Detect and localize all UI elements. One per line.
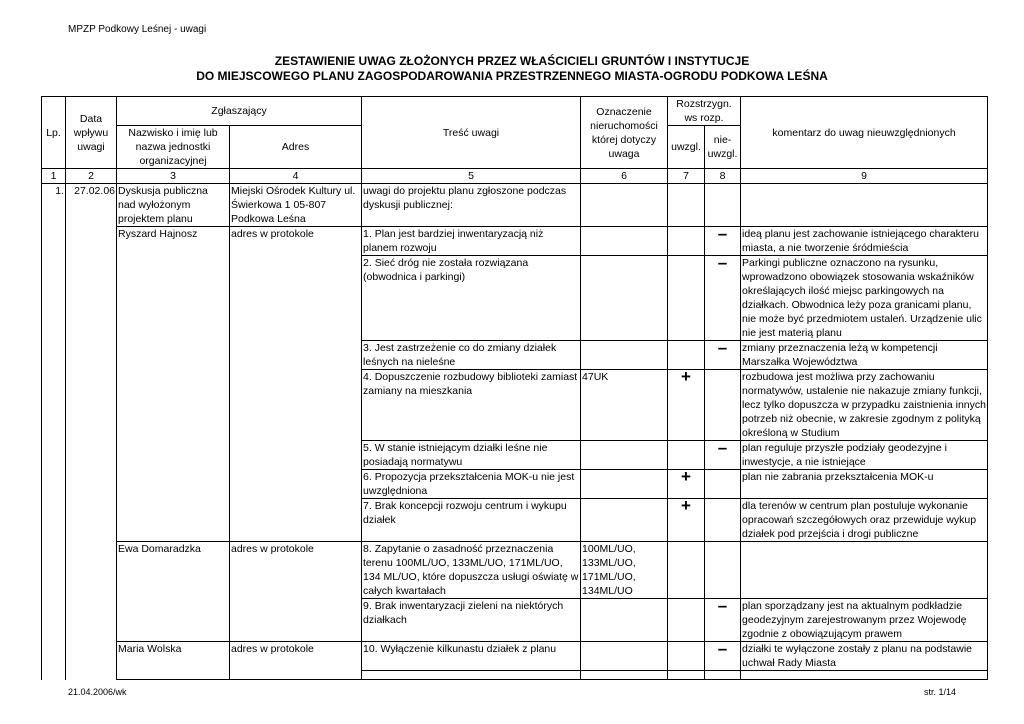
footer-page: str. 1/14 [923, 687, 956, 697]
applicant-address: adres w protokole [230, 542, 362, 599]
rejected-mark: – [705, 441, 741, 470]
col-number: 7 [668, 169, 705, 184]
remark-content: 3. Jest zastrzeżenie co do zmiany działek leśnych na nieleśne [362, 341, 581, 370]
property-ref [581, 599, 668, 642]
applicant-address: adres w protokole [230, 642, 362, 671]
empty-cell [230, 671, 362, 680]
remark-comment: dla terenów w centrum plan postuluje wykonanie opracowań szczegółowych oraz przewiduje wykup działek pod przejścia i drogi publiczne [741, 499, 988, 542]
col-accepted-header: uwzgl. [668, 126, 705, 169]
empty-cell [668, 671, 705, 680]
col-number: 9 [741, 169, 988, 184]
entry-lp: 1. [42, 184, 66, 680]
accepted-mark: + [668, 370, 705, 441]
col-resolution-header: Rozstrzygn. ws rozp. [668, 97, 741, 126]
applicant-name: Ryszard Hajnosz [117, 227, 230, 256]
empty-cell [705, 671, 741, 680]
remark-content: uwagi do projektu planu zgłoszone podczas dyskusji publicznej: [362, 184, 581, 227]
rejected-mark [705, 542, 741, 599]
applicant-address: Miejski Ośrodek Kultury ul. Świerkowa 1 05-807 Podkowa Leśna [230, 184, 362, 227]
empty-cell [581, 671, 668, 680]
accepted-mark [668, 256, 705, 341]
col-name-header: Nazwisko i imię lub nazwa jednostki organizacyjnej [117, 126, 230, 169]
col-number: 6 [581, 169, 668, 184]
applicant-name [117, 370, 230, 441]
rejected-mark [705, 370, 741, 441]
property-ref [581, 184, 668, 227]
remark-content: 2. Sieć dróg nie została rozwiązana (obwodnica i parkingi) [362, 256, 581, 341]
col-lp-header: Lp. [42, 97, 66, 169]
property-ref [581, 256, 668, 341]
applicant-name: Maria Wolska [117, 642, 230, 671]
remark-content: 10. Wyłączenie kilkunastu działek z planu [362, 642, 581, 671]
rejected-mark [705, 184, 741, 227]
col-content-header: Treść uwagi [362, 97, 581, 169]
table-row [42, 256, 988, 341]
applicant-name [117, 499, 230, 542]
col-number: 5 [362, 169, 581, 184]
col-number: 4 [230, 169, 362, 184]
remark-content: 4. Dopuszczenie rozbudowy biblioteki zamiast zamiany na mieszkania [362, 370, 581, 441]
table-row [42, 184, 988, 227]
property-ref: 100ML/UO, 133ML/UO, 171ML/UO, 134ML/UO [581, 542, 668, 599]
applicant-address: adres w protokole [230, 227, 362, 256]
title-line-2: DO MIEJSCOWEGO PLANU ZAGOSPODAROWANIA PRZESTRZENNEGO MIASTA-OGRODU PODKOWA LEŚNA [196, 69, 828, 83]
accepted-mark [668, 341, 705, 370]
applicant-name [117, 341, 230, 370]
rejected-mark: – [705, 256, 741, 341]
remark-comment: ideą planu jest zachowanie istniejącego charakteru miasta, a nie tworzenie śródmieścia [741, 227, 988, 256]
property-ref [581, 227, 668, 256]
applicant-name: Ewa Domaradzka [117, 542, 230, 599]
accepted-mark [668, 184, 705, 227]
remarks-table [41, 96, 988, 680]
footer-date: 21.04.2006/wk [68, 687, 127, 697]
accepted-mark [668, 642, 705, 671]
entry-date: 27.02.06 [66, 184, 117, 680]
rejected-mark: – [705, 642, 741, 671]
accepted-mark: + [668, 470, 705, 499]
applicant-name [117, 256, 230, 341]
property-ref [581, 642, 668, 671]
col-address-header: Adres [230, 126, 362, 169]
col-comment-header: komentarz do uwag nieuwzględnionych [741, 97, 988, 169]
property-ref [581, 499, 668, 542]
table-row [42, 341, 988, 370]
table-row [42, 642, 988, 671]
remark-content: 1. Plan jest bardziej inwentaryzacją niż planem rozwoju [362, 227, 581, 256]
applicant-name [117, 470, 230, 499]
applicant-address [230, 370, 362, 441]
applicant-address [230, 499, 362, 542]
empty-cell [741, 671, 988, 680]
remark-comment: działki te wyłączone zostały z planu na podstawie uchwał Rady Miasta [741, 642, 988, 671]
applicant-address [230, 256, 362, 341]
col-property-header: Oznaczenie nieruchomości której dotyczy uwaga [581, 97, 668, 169]
accepted-mark [668, 227, 705, 256]
col-date-header: Data wpływu uwagi [66, 97, 117, 169]
remark-comment [741, 184, 988, 227]
col-number: 2 [66, 169, 117, 184]
property-ref: 47UK [581, 370, 668, 441]
col-number: 8 [705, 169, 741, 184]
applicant-name: Dyskusja publiczna nad wyłożonym projektem planu [117, 184, 230, 227]
rejected-mark: – [705, 227, 741, 256]
col-number: 3 [117, 169, 230, 184]
rejected-mark: – [705, 599, 741, 642]
table-row [42, 470, 988, 499]
applicant-address [230, 441, 362, 470]
document-header: MPZP Podkowy Leśnej - uwagi [68, 24, 207, 35]
remark-comment: zmiany przeznaczenia leżą w kompetencji Marszałka Województwa [741, 341, 988, 370]
table-row [42, 499, 988, 542]
table-row-continuation [42, 671, 988, 680]
accepted-mark [668, 441, 705, 470]
title-line-1: ZESTAWIENIE UWAG ZŁOŻONYCH PRZEZ WŁAŚCICIELI GRUNTÓW I INSTYTUCJE [274, 54, 750, 68]
table-row [42, 227, 988, 256]
table-row [42, 370, 988, 441]
col-rejected-header: nie-uwzgl. [705, 126, 741, 169]
remark-content: 6. Propozycja przekształcenia MOK-u nie jest uwzględniona [362, 470, 581, 499]
accepted-mark: + [668, 499, 705, 542]
remark-content: 9. Brak inwentaryzacji zieleni na niektórych działkach [362, 599, 581, 642]
applicant-address [230, 470, 362, 499]
remark-comment [741, 542, 988, 599]
table-row [42, 599, 988, 642]
remark-content: 7. Brak koncepcji rozwoju centrum i wykupu działek [362, 499, 581, 542]
applicant-name [117, 441, 230, 470]
applicant-name [117, 599, 230, 642]
empty-cell [117, 671, 230, 680]
remark-comment: plan sporządzany jest na aktualnym podkładzie geodezyjnym zarejestrowanym przez Wojewodę zgodnie z obowiązującym prawem [741, 599, 988, 642]
accepted-mark [668, 542, 705, 599]
table-row [42, 441, 988, 470]
remark-comment: Parkingi publiczne oznaczono na rysunku, wprowadzono obowiązek stosowania wskaźników określających ilość miejsc parkingowych na działkach. Obwodnica leży poza granicami planu, nie może być przedmiotem ustaleń. Urządzenie ulic nie jest materią planu [741, 256, 988, 341]
rejected-mark: – [705, 341, 741, 370]
accepted-mark [668, 599, 705, 642]
empty-cell [362, 671, 581, 680]
property-ref [581, 441, 668, 470]
applicant-address [230, 341, 362, 370]
remark-content: 8. Zapytanie o zasadność przeznaczenia terenu 100ML/UO, 133ML/UO, 171ML/UO, 134 ML/UO, które dopuszcza usługi oświatę w całych kwartałach [362, 542, 581, 599]
remark-comment: plan reguluje przyszłe podziały geodezyjne i inwestycje, a nie istniejące [741, 441, 988, 470]
applicant-address [230, 599, 362, 642]
rejected-mark [705, 470, 741, 499]
col-applicant-header: Zgłaszający [117, 97, 362, 126]
remark-comment: plan nie zabrania przekształcenia MOK-u [741, 470, 988, 499]
remark-content: 5. W stanie istniejącym działki leśne nie posiadają normatywu [362, 441, 581, 470]
col-number: 1 [42, 169, 66, 184]
remark-comment: rozbudowa jest możliwa przy zachowaniu normatywów, ustalenie nie nakazuje zmiany funkcji, lecz tylko dopuszcza w przypadku zaistnienia innych potrzeb niż obecnie, w zakresie zgodnym z polityką określoną w Studium [742, 371, 986, 439]
rejected-mark [705, 499, 741, 542]
table-row [42, 542, 988, 599]
property-ref [581, 341, 668, 370]
property-ref [581, 470, 668, 499]
